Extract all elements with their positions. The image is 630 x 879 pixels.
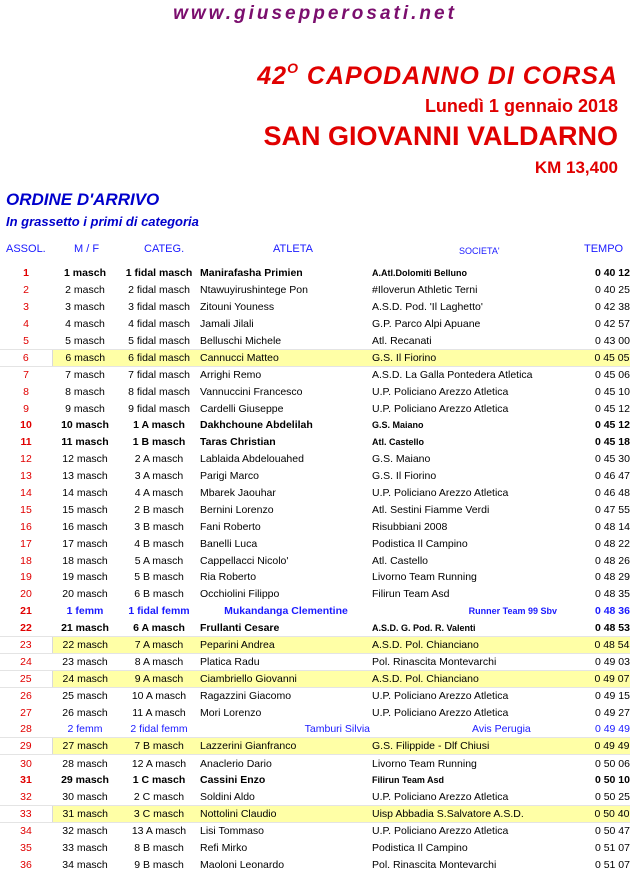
cell-time: 0 51 07	[594, 858, 630, 871]
table-row	[0, 468, 630, 485]
cell-society: G.S. Maiano	[372, 420, 424, 431]
cell-society: A.S.D. Pol. Chianciano	[372, 637, 565, 654]
cell-time: 0 50 25	[594, 790, 630, 803]
cell-time: 0 45 18	[594, 436, 630, 449]
cell-athlete: Anaclerio Dario	[200, 757, 272, 770]
cell-position: 15	[20, 503, 32, 516]
cell-gender-rank: 4 masch	[65, 318, 105, 331]
cell-society: Pol. Rinascita Montevarchi	[372, 655, 497, 668]
cell-gender-rank: 19 masch	[62, 571, 108, 584]
cell-gender-rank: 32 masch	[62, 825, 108, 838]
cell-position: 11	[20, 436, 32, 449]
cell-athlete: Zitouni Youness	[200, 301, 275, 314]
cell-gender-rank: 28 masch	[62, 757, 108, 770]
cell-category: 7 fidal masch	[128, 369, 190, 382]
cell-category: 8 fidal masch	[128, 385, 190, 398]
table-row	[0, 721, 630, 738]
cell-gender-rank: 12 masch	[62, 453, 108, 466]
cell-society: Atl. Sestini Fiamme Verdi	[372, 503, 490, 516]
cell-position: 31	[20, 774, 32, 787]
cell-category: 11 A masch	[132, 706, 186, 719]
cell-time: 0 45 05	[565, 349, 630, 366]
cell-category: 4 A masch	[134, 487, 184, 500]
cell-time: 0 45 12	[594, 419, 630, 432]
table-row	[0, 299, 630, 316]
cell-category: 1 fidal masch	[125, 267, 193, 280]
cell-position: 14	[20, 487, 32, 500]
cell-gender-rank: 22 masch	[52, 637, 118, 654]
cell-category: 2 fidal masch	[128, 284, 190, 297]
cell-athlete: Bernini Lorenzo	[200, 503, 274, 516]
cell-society: Atl. Castello	[372, 554, 429, 567]
cell-gender-rank: 14 masch	[62, 487, 108, 500]
cell-category: 7 B masch	[118, 738, 200, 755]
cell-position: 36	[20, 858, 32, 871]
cell-category: 8 A masch	[134, 655, 184, 668]
cell-category: 2 C masch	[133, 790, 185, 803]
cell-gender-rank: 23 masch	[62, 655, 108, 668]
cell-gender-rank: 33 masch	[62, 841, 108, 854]
cell-athlete: Cardelli Giuseppe	[200, 402, 284, 415]
cell-time: 0 49 49	[565, 738, 630, 755]
cell-position: 30	[20, 757, 32, 770]
cell-position: 19	[20, 571, 32, 584]
event-number: 42	[257, 62, 288, 90]
header-cat: CATEG.	[144, 243, 185, 255]
table-row	[0, 552, 630, 569]
header-mf: M / F	[74, 243, 100, 255]
cell-time: 0 40 12	[594, 267, 630, 280]
cell-time: 0 48 29	[594, 571, 630, 584]
cell-time: 0 48 35	[594, 588, 630, 601]
table-row	[0, 518, 630, 535]
cell-athlete: Occhiolini Filippo	[200, 588, 280, 601]
cell-gender-rank: 11 masch	[61, 436, 109, 449]
cell-society: #Iloverun Athletic Terni	[372, 284, 478, 297]
cell-category: 6 A masch	[133, 621, 185, 634]
cell-time: 0 48 22	[594, 537, 630, 550]
cell-athlete: Lazzerini Gianfranco	[200, 738, 372, 755]
cell-category: 9 A masch	[118, 670, 200, 687]
cell-category: 8 B masch	[134, 841, 184, 854]
cell-society: A.Atl.Dolomiti Belluno	[372, 268, 467, 279]
cell-athlete: Jamali Jilali	[200, 318, 254, 331]
cell-gender-rank: 6 masch	[52, 349, 118, 366]
cell-society: Atl. Recanati	[372, 334, 432, 347]
cell-position: 20	[20, 588, 32, 601]
table-row	[0, 485, 630, 502]
cell-gender-rank: 20 masch	[62, 588, 108, 601]
results-table	[0, 265, 630, 873]
cell-athlete: Banelli Luca	[200, 537, 258, 550]
cell-society: Risubbiani 2008	[372, 520, 448, 533]
table-row	[0, 316, 630, 333]
cell-time: 0 50 40	[565, 806, 630, 823]
cell-gender-rank: 34 masch	[62, 858, 108, 871]
cell-gender-rank: 8 masch	[65, 385, 105, 398]
cell-position: 4	[23, 318, 29, 331]
cell-time: 0 49 03	[594, 655, 630, 668]
cell-society: U.P. Policiano Arezzo Atletica	[372, 385, 509, 398]
cell-time: 0 40 25	[594, 284, 630, 297]
cell-position: 17	[20, 537, 32, 550]
cell-time: 0 46 48	[594, 487, 630, 500]
table-row	[0, 789, 630, 806]
cell-position: 28	[20, 723, 32, 736]
cell-gender-rank: 9 masch	[65, 402, 105, 415]
cell-athlete: Ciambriello Giovanni	[200, 670, 372, 687]
cell-time: 0 48 14	[594, 520, 630, 533]
cell-time: 0 50 10	[594, 774, 630, 787]
table-row	[0, 282, 630, 299]
table-row	[0, 265, 630, 282]
cell-gender-rank: 1 masch	[63, 267, 107, 280]
cell-position: 2	[23, 284, 29, 297]
cell-society: U.P. Policiano Arezzo Atletica	[372, 487, 509, 500]
table-row	[0, 670, 630, 687]
cell-society: Livorno Team Running	[372, 757, 477, 770]
cell-society: U.P. Policiano Arezzo Atletica	[372, 689, 509, 702]
table-row	[0, 772, 630, 789]
cell-gender-rank: 10 masch	[61, 419, 109, 432]
table-row	[0, 839, 630, 856]
cell-time: 0 48 54	[565, 637, 630, 654]
cell-category: 5 fidal masch	[128, 334, 190, 347]
cell-society: Avis Perugia	[472, 723, 531, 736]
results-body	[0, 265, 630, 873]
cell-time: 0 49 07	[565, 670, 630, 687]
cell-category: 3 A masch	[134, 470, 184, 483]
cell-athlete: Maoloni Leonardo	[200, 858, 285, 871]
event-title	[257, 62, 618, 91]
cell-athlete: Dakhchoune Abdelilah	[200, 419, 313, 432]
cell-gender-rank: 1 femm	[66, 605, 104, 618]
cell-time: 0 48 36	[594, 605, 630, 618]
cell-category: 1 fidal femm	[128, 605, 190, 618]
cell-position: 8	[23, 385, 29, 398]
table-row	[0, 349, 630, 366]
cell-category: 4 B masch	[134, 537, 184, 550]
cell-society: Livorno Team Running	[372, 571, 477, 584]
cell-position: 34	[20, 825, 32, 838]
table-row	[0, 535, 630, 552]
cell-category: 2 A masch	[134, 453, 184, 466]
cell-time: 0 48 26	[594, 554, 630, 567]
table-row	[0, 501, 630, 518]
cell-athlete: Parigi Marco	[200, 470, 259, 483]
cell-gender-rank: 5 masch	[65, 334, 105, 347]
cell-gender-rank: 13 masch	[62, 470, 108, 483]
cell-time: 0 42 57	[594, 318, 630, 331]
cell-position: 33	[0, 806, 52, 823]
cell-society: G.S. Filippide - Dlf Chiusi	[372, 738, 565, 755]
cell-time: 0 47 55	[594, 503, 630, 516]
cell-category: 9 fidal masch	[128, 402, 190, 415]
cell-gender-rank: 26 masch	[62, 706, 108, 719]
cell-position: 23	[0, 637, 52, 654]
cell-category: 13 A masch	[131, 825, 187, 838]
cell-category: 2 B masch	[134, 503, 184, 516]
cell-gender-rank: 7 masch	[65, 369, 105, 382]
cell-gender-rank: 31 masch	[52, 806, 118, 823]
header-athlete: ATLETA	[273, 243, 313, 255]
cell-category: 6 fidal masch	[118, 349, 200, 366]
cell-athlete: Peparini Andrea	[200, 637, 372, 654]
cell-time: 0 45 10	[594, 385, 630, 398]
cell-position: 21	[20, 605, 32, 618]
cell-time: 0 46 47	[594, 470, 630, 483]
event-date: Lunedì 1 gennaio 2018	[424, 96, 618, 116]
cell-society: Pol. Rinascita Montevarchi	[372, 858, 497, 871]
cell-athlete: Tamburi Silvia	[304, 723, 370, 736]
table-row	[0, 620, 630, 637]
cell-position: 29	[0, 738, 52, 755]
cell-athlete: Ragazzini Giacomo	[200, 689, 292, 702]
cell-category: 12 A masch	[131, 757, 187, 770]
cell-gender-rank: 29 masch	[61, 774, 109, 787]
cell-athlete: Cannucci Matteo	[200, 349, 372, 366]
cell-category: 7 A masch	[118, 637, 200, 654]
cell-athlete: Belluschi Michele	[200, 334, 282, 347]
table-row	[0, 417, 630, 434]
cell-athlete: Manirafasha Primien	[200, 267, 303, 280]
cell-athlete: Arrighi Remo	[200, 369, 262, 382]
cell-position: 6	[0, 349, 52, 366]
cell-athlete: Soldini Aldo	[200, 790, 255, 803]
cell-time: 0 48 53	[594, 621, 630, 634]
cell-gender-rank: 2 femm	[67, 723, 103, 736]
cell-position: 13	[20, 470, 32, 483]
cell-category: 9 B masch	[134, 858, 184, 871]
cell-society: U.P. Policiano Arezzo Atletica	[372, 402, 509, 415]
cell-position: 18	[20, 554, 32, 567]
cell-category: 4 fidal masch	[128, 318, 190, 331]
event-name: CAPODANNO DI CORSA	[306, 62, 618, 90]
cell-athlete: Cappellacci Nicolo'	[200, 554, 289, 567]
cell-society: U.P. Policiano Arezzo Atletica	[372, 790, 509, 803]
cell-society: Uisp Abbadia S.Salvatore A.S.D.	[372, 806, 565, 823]
cell-time: 0 49 15	[594, 689, 630, 702]
cell-time: 0 43 00	[594, 334, 630, 347]
cell-time: 0 50 47	[594, 825, 630, 838]
header-time: TEMPO	[584, 243, 624, 255]
cell-gender-rank: 25 masch	[62, 689, 108, 702]
cell-time: 0 50 06	[594, 757, 630, 770]
event-distance: KM 13,400	[534, 158, 618, 177]
table-row	[0, 586, 630, 603]
cell-category: 6 B masch	[134, 588, 184, 601]
cell-society: A.S.D. G. Pod. R. Valenti	[372, 622, 476, 633]
cell-category: 1 C masch	[132, 774, 186, 787]
cell-athlete: Platica Radu	[200, 655, 260, 668]
cell-position: 27	[20, 706, 32, 719]
cell-gender-rank: 21 masch	[61, 621, 109, 634]
cell-gender-rank: 24 masch	[52, 670, 118, 687]
table-row	[0, 451, 630, 468]
cell-athlete: Ria Roberto	[200, 571, 257, 584]
table-row	[0, 603, 630, 620]
cell-society: G.P. Parco Alpi Apuane	[372, 318, 481, 331]
table-row	[0, 653, 630, 670]
cell-society: Podistica Il Campino	[372, 841, 468, 854]
cell-time: 0 42 38	[594, 301, 630, 314]
cell-position: 32	[20, 790, 32, 803]
cell-time: 0 49 49	[594, 723, 630, 736]
table-row	[0, 366, 630, 383]
cell-athlete: Mori Lorenzo	[200, 706, 262, 719]
table-row	[0, 569, 630, 586]
cell-athlete: Cassini Enzo	[200, 774, 266, 787]
cell-society: G.S. Il Fiorino	[372, 470, 437, 483]
table-row	[0, 383, 630, 400]
cell-position: 5	[23, 334, 29, 347]
cell-athlete: Fani Roberto	[200, 520, 261, 533]
order-subtitle: In grassetto i primi di categoria	[6, 214, 199, 229]
cell-society: G.S. Il Fiorino	[372, 349, 565, 366]
cell-category: 3 C masch	[118, 806, 200, 823]
cell-gender-rank: 3 masch	[65, 301, 105, 314]
cell-category: 1 A masch	[133, 419, 185, 432]
cell-society: Runner Team 99 Sbv	[468, 606, 557, 617]
cell-athlete: Mukandanga Clementine	[224, 605, 348, 618]
cell-category: 5 B masch	[134, 571, 184, 584]
cell-time: 0 45 12	[594, 402, 630, 415]
cell-society: G.S. Maiano	[372, 453, 431, 466]
table-row	[0, 637, 630, 654]
table-row	[0, 434, 630, 451]
cell-society: A.S.D. Pod. 'Il Laghetto'	[372, 301, 483, 314]
event-place: SAN GIOVANNI VALDARNO	[263, 121, 618, 151]
cell-gender-rank: 30 masch	[62, 790, 108, 803]
cell-gender-rank: 18 masch	[62, 554, 108, 567]
cell-athlete: Vannuccini Francesco	[200, 385, 303, 398]
cell-time: 0 45 06	[594, 369, 630, 382]
cell-position: 7	[23, 369, 29, 382]
cell-gender-rank: 16 masch	[62, 520, 108, 533]
cell-gender-rank: 17 masch	[62, 537, 108, 550]
cell-society: Filirun Team Asd	[372, 775, 445, 786]
header-pos: ASSOL.	[6, 243, 46, 255]
cell-gender-rank: 2 masch	[65, 284, 105, 297]
cell-time: 0 49 27	[594, 706, 630, 719]
table-row	[0, 738, 630, 755]
cell-athlete: Nottolini Claudio	[200, 806, 372, 823]
cell-society: U.P. Policiano Arezzo Atletica	[372, 825, 509, 838]
cell-gender-rank: 15 masch	[62, 503, 108, 516]
cell-society: Filirun Team Asd	[372, 588, 450, 601]
cell-position: 3	[23, 301, 29, 314]
cell-athlete: Frullanti Cesare	[200, 621, 280, 634]
cell-athlete: Lisi Tommaso	[200, 825, 264, 838]
order-title: ORDINE D'ARRIVO	[6, 190, 160, 209]
cell-category: 2 fidal femm	[130, 723, 188, 736]
cell-position: 16	[20, 520, 32, 533]
cell-position: 9	[23, 402, 29, 415]
header-society: SOCIETA'	[459, 246, 500, 256]
table-row	[0, 755, 630, 772]
table-row	[0, 400, 630, 417]
cell-position: 10	[20, 419, 32, 432]
table-row	[0, 687, 630, 704]
cell-position: 1	[23, 267, 29, 280]
cell-category: 1 B masch	[132, 436, 186, 449]
site-url[interactable]: www.giusepperosati.net	[173, 3, 457, 24]
cell-position: 25	[0, 670, 52, 687]
cell-category: 5 A masch	[134, 554, 184, 567]
table-row	[0, 822, 630, 839]
table-row	[0, 704, 630, 721]
cell-gender-rank: 27 masch	[52, 738, 118, 755]
cell-society: Podistica Il Campino	[372, 537, 468, 550]
cell-society: U.P. Policiano Arezzo Atletica	[372, 706, 509, 719]
cell-athlete: Taras Christian	[200, 436, 276, 449]
table-row	[0, 856, 630, 873]
event-ordinal: O	[287, 60, 299, 76]
cell-time: 0 51 07	[594, 841, 630, 854]
cell-time: 0 45 30	[594, 453, 630, 466]
cell-athlete: Refi Mirko	[200, 841, 248, 854]
cell-position: 24	[20, 655, 32, 668]
cell-category: 10 A masch	[131, 689, 187, 702]
cell-athlete: Ntawuyirushintege Pon	[200, 284, 308, 297]
cell-position: 22	[20, 621, 32, 634]
table-row	[0, 333, 630, 350]
cell-position: 26	[20, 689, 32, 702]
cell-society: A.S.D. La Galla Pontedera Atletica	[372, 369, 533, 382]
cell-position: 35	[20, 841, 32, 854]
table-row	[0, 806, 630, 823]
cell-position: 12	[20, 453, 32, 466]
cell-category: 3 fidal masch	[128, 301, 190, 314]
cell-athlete: Lablaida Abdelouahed	[200, 453, 304, 466]
cell-society: A.S.D. Pol. Chianciano	[372, 670, 565, 687]
cell-society: Atl. Castello	[372, 437, 425, 448]
cell-athlete: Mbarek Jaouhar	[200, 487, 276, 500]
cell-category: 3 B masch	[134, 520, 184, 533]
